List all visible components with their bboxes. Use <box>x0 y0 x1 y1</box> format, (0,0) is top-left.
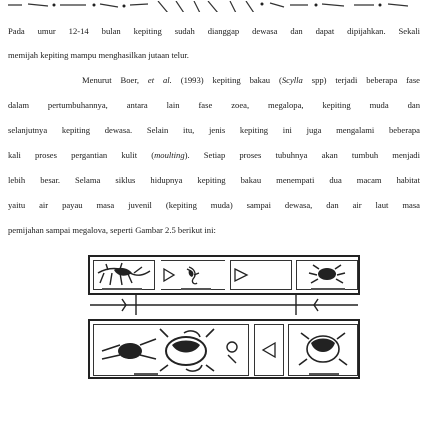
paragraph1-line1: Pada umur 12-14 bulan kepiting sudah dianggap dewasa dan dapat dipijahkan. Sekali <box>8 26 420 36</box>
caption-mark <box>102 288 142 290</box>
stage-panel-egg-berried <box>288 324 358 376</box>
paragraph2-line3: selanjutnya kepiting dewasa. Selain itu, jenis kepiting ini juga mengalami beberapa <box>8 125 420 135</box>
young-crab-icon <box>297 261 357 289</box>
stage-panel-crab-juvenile <box>230 260 292 290</box>
figure-bottom-row <box>88 319 360 379</box>
caption-mark <box>311 288 345 290</box>
arrow-left-icon <box>255 325 283 375</box>
paragraph2-line2: dalam pertumbuhannya, antara lain fase zoea, megalopa, kepiting muda dan <box>8 100 420 110</box>
zoea-larva-icon <box>94 261 154 289</box>
stage-panel-crab-young <box>296 260 358 290</box>
paragraph1-line2: memijah kepiting mampu menghasilkan jutaan telur. <box>8 50 189 60</box>
paragraph2-line6: yaitu air payau masa juvenil (kepiting muda) sampai dewasa, dan air laut masa <box>8 200 420 210</box>
paragraph2-line1: Menurut Boer, et al. (1993) kepiting bakau (Scylla spp) terjadi beberapa fase <box>82 75 420 85</box>
berried-crab-icon <box>289 325 357 375</box>
stage-panel-megalopa <box>161 260 225 290</box>
caption-mark <box>134 373 158 375</box>
paragraph2-line7: pemijahan sampai megalova, seperti Gambar 2.5 berikut ini: <box>8 225 216 235</box>
megalopa-larva-icon <box>161 261 225 289</box>
caption-mark <box>181 288 211 290</box>
paragraph2-line5: lebih besar. Selama siklus hidupnya kepiting bakau menempati dua macam habitat <box>8 175 420 185</box>
caption-mark <box>309 373 339 375</box>
adult-crab-icon <box>94 325 248 375</box>
habitat-connector <box>88 295 360 319</box>
top-cropped-figure-strip <box>8 0 420 12</box>
life-cycle-figure <box>88 255 360 422</box>
cropped-figure-edge <box>8 1 420 12</box>
arrow-right-icon <box>231 261 291 289</box>
figure-top-row <box>88 255 360 295</box>
stage-panel-arrow-left <box>254 324 284 376</box>
paragraph2-line4: kali proses pergantian kulit (moulting). Setiap proses tubuhnya akan tumbuh menjadi <box>8 150 420 160</box>
stage-panel-zoea <box>93 260 155 290</box>
stage-panel-adult-crabs <box>93 324 249 376</box>
